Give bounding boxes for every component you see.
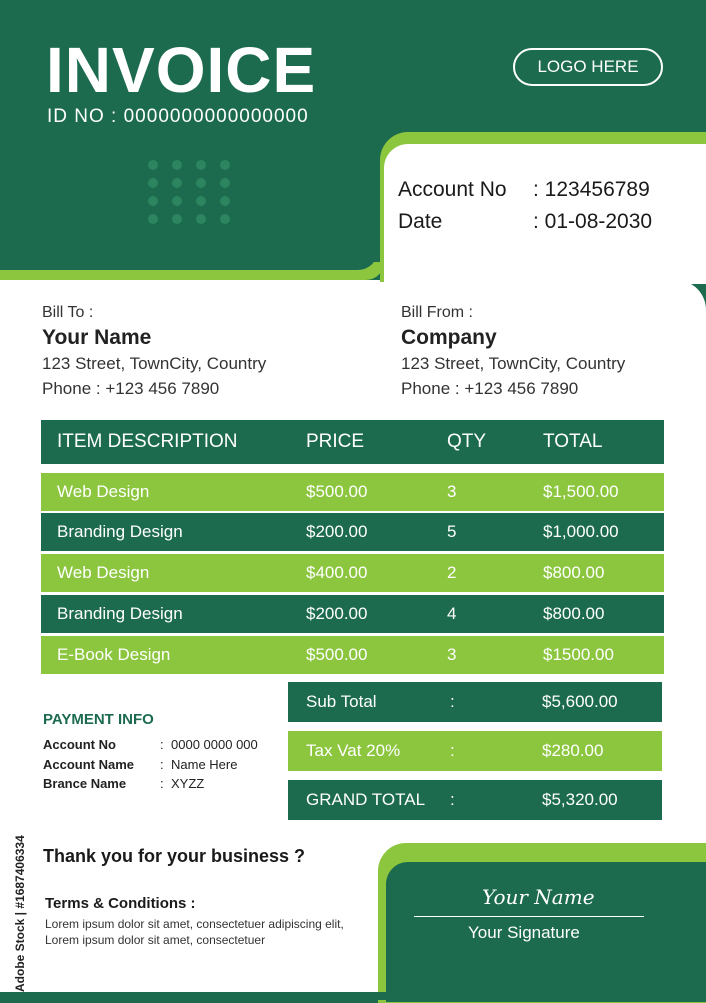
item-price: $500.00 [306,645,368,664]
terms-text: Lorem ipsum dolor sit amet, consectetuer adipiscing elit, Lorem ipsum dolor sit amet, consectetuer [45,917,344,947]
payment-account-value: 0000 0000 000 [171,737,258,752]
item-price: $200.00 [306,522,368,541]
date-value: : 01-08-2030 [533,210,653,233]
item-description: Branding Design [57,604,183,623]
logo-placeholder: LOGO HERE [513,48,663,86]
item-qty: 5 [447,522,457,541]
payment-name-label: Account Name [43,757,135,772]
signature-label: Your Signature [468,923,580,942]
table-row [41,636,664,674]
grand-total-colon: : [450,790,455,809]
subtotal-label: Sub Total [306,692,377,711]
payment-colon: : [160,737,164,752]
item-qty: 3 [447,645,457,664]
table-row [41,554,664,592]
thank-you-text: Thank you for your business ? [43,846,306,866]
payment-info-heading: PAYMENT INFO [43,711,154,728]
bill-to-name: Your Name [42,326,152,349]
item-price: $500.00 [306,482,368,501]
decorative-dots [148,160,238,232]
bill-from-label: Bill From : [401,304,473,321]
grand-total-row [288,780,662,820]
table-row [41,595,664,633]
table-row [41,513,664,551]
date-label: Date [398,210,443,233]
grand-total-label: GRAND TOTAL [306,790,426,809]
vat-label: Tax Vat 20% [306,741,401,760]
left-header-curve [0,250,378,270]
header-item-description: ITEM DESCRIPTION [57,431,238,452]
subtotal-value: $5,600.00 [542,692,618,711]
payment-account-label: Account No [43,737,116,752]
bill-to-phone: Phone : +123 456 7890 [42,379,220,398]
item-qty: 3 [447,482,457,501]
subtotal-row [288,682,662,722]
item-qty: 4 [447,604,457,623]
invoice-title: INVOICE [46,34,317,106]
header-price: PRICE [306,431,365,452]
bill-from-name: Company [401,326,497,349]
payment-branch-value: XYZZ [171,776,205,791]
payment-name-value: Name Here [171,757,238,772]
item-description: E-Book Design [57,645,171,664]
invoice-id: ID NO : 0000000000000000 [47,106,309,127]
payment-colon: : [160,757,164,772]
table-row [41,473,664,511]
terms-heading: Terms & Conditions : [45,895,196,912]
signature-line [414,916,644,917]
header-total: TOTAL [543,431,603,452]
grand-total-value: $5,320.00 [542,790,618,809]
item-total: $1,000.00 [543,522,619,541]
payment-colon: : [160,776,164,791]
account-label: Account No [398,178,507,201]
bill-to-label: Bill To : [42,304,94,321]
bill-to-address: 123 Street, TownCity, Country [42,354,267,373]
item-total: $800.00 [543,563,605,582]
item-total: $800.00 [543,604,605,623]
item-qty: 2 [447,563,457,582]
vat-value: $280.00 [542,741,604,760]
item-price: $200.00 [306,604,368,623]
stock-watermark: Adobe Stock | #1687406334 [13,835,27,992]
item-description: Web Design [57,563,150,582]
item-description: Branding Design [57,522,183,541]
items-table-header [41,420,664,464]
payment-branch-label: Brance Name [43,776,127,791]
account-value: : 123456789 [533,178,650,201]
item-price: $400.00 [306,563,368,582]
item-description: Web Design [57,482,150,501]
subtotal-colon: : [450,692,455,711]
bill-from-address: 123 Street, TownCity, Country [401,354,626,373]
header-qty: QTY [447,431,487,452]
vat-colon: : [450,741,455,760]
item-total: $1500.00 [543,645,614,664]
bill-from-phone: Phone : +123 456 7890 [401,379,579,398]
bottom-bar [0,992,706,1000]
vat-row [288,731,662,771]
signature-script: Your Name [482,885,595,909]
item-total: $1,500.00 [543,482,619,501]
